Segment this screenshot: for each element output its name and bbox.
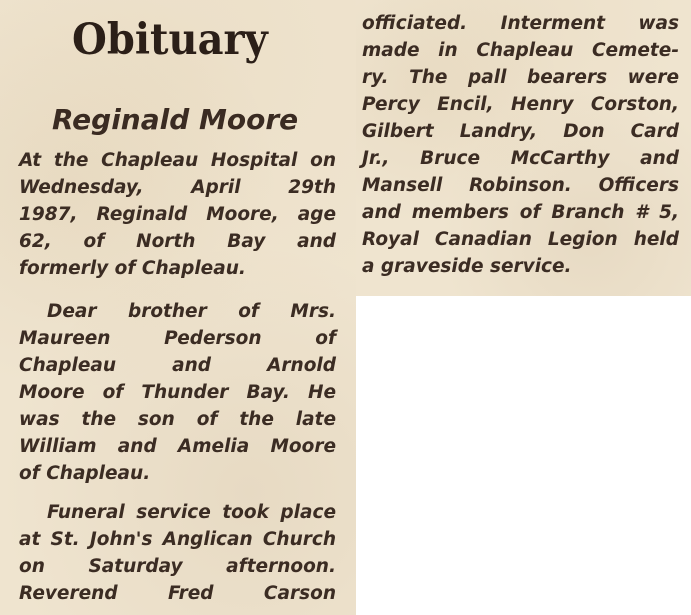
text-line: on Saturday afternoon. bbox=[19, 556, 336, 577]
deceased-name: Reginald Moore bbox=[52, 103, 299, 136]
text-line: Reverend Fred Carson bbox=[19, 583, 336, 604]
paragraph-interment bbox=[362, 10, 679, 280]
text-line: of Chapleau. bbox=[19, 463, 151, 484]
text-line: a graveside service. bbox=[362, 256, 572, 277]
paragraph-funeral bbox=[19, 499, 336, 607]
text-line: Chapleau and Arnold bbox=[19, 355, 336, 376]
text-line: Maureen Pederson of bbox=[19, 328, 336, 349]
text-line: was the son of the late bbox=[19, 409, 336, 430]
text-line: William and Amelia Moore bbox=[19, 436, 336, 457]
text-line: Mansell Robinson. Officers bbox=[362, 175, 679, 196]
text-line: Royal Canadian Legion held bbox=[362, 229, 679, 250]
text-line: Percy Encil, Henry Corston, bbox=[362, 94, 679, 115]
text-line: At the Chapleau Hospital on bbox=[19, 150, 336, 171]
text-line: Moore of Thunder Bay. He bbox=[19, 382, 336, 403]
text-line: Funeral service took place bbox=[47, 502, 336, 523]
text-line: 1987, Reginald Moore, age bbox=[19, 204, 336, 225]
text-line: made in Chapleau Cemete- bbox=[362, 40, 679, 61]
text-line: formerly of Chapleau. bbox=[19, 258, 246, 279]
text-line: Gilbert Landry, Don Card bbox=[362, 121, 679, 142]
text-line: 62, of North Bay and bbox=[19, 231, 336, 252]
text-line: at St. John's Anglican Church bbox=[19, 529, 336, 550]
text-line: and members of Branch # 5, bbox=[362, 202, 679, 223]
paragraph-death-notice bbox=[19, 147, 336, 282]
text-line: officiated. Interment was bbox=[362, 13, 679, 34]
paragraph-family bbox=[19, 298, 336, 487]
text-line: ry. The pall bearers were bbox=[362, 67, 679, 88]
text-line: Jr., Bruce McCarthy and bbox=[362, 148, 679, 169]
text-line: Dear brother of Mrs. bbox=[47, 301, 336, 322]
text-line: Wednesday, April 29th bbox=[19, 177, 336, 198]
obituary-heading: Obituary bbox=[72, 14, 268, 65]
